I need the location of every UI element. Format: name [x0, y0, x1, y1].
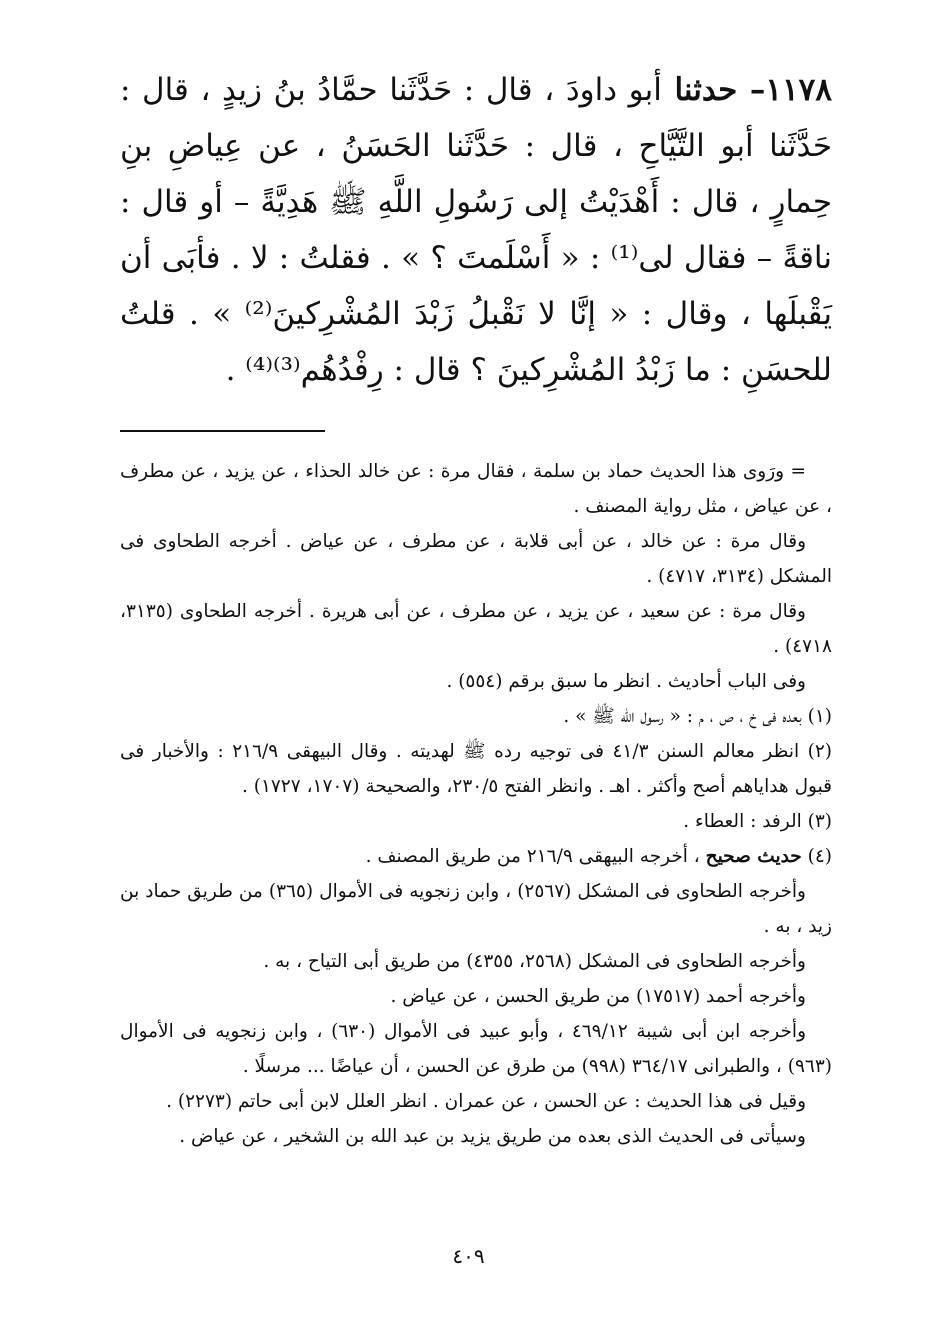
hadith-number: ١١٧٨–	[749, 72, 832, 108]
page-content	[120, 62, 832, 1154]
page-number: ٤٠٩	[452, 1244, 485, 1268]
footnote-3: (٣) الرفد : العطاء .	[683, 811, 832, 832]
footnote-1: (١) بعده فى خ ، ص ، م : « رسول الله ﷺ » .	[563, 706, 832, 727]
hadith-text	[120, 62, 832, 398]
footnote-line: وأخرجه الطحاوى فى المشكل (٢٥٦٨، ٤٣٥٥) من طريق أبى التياح ، به .	[263, 951, 806, 972]
hadith-body: أبو داودَ ، قال : حَدَّثَنا حمَّادُ بنُ زيدٍ ، قال : حَدَّثَنا أبو التَّيَّاحِ ، قال : حَدَّثَنا الحَسَنُ ، عن عِياضِ بنِ حِمارٍ ، قال : أَهْدَيْتُ إلى رَسُولِ اللَّهِ ﷺ هَدِيَّةً – أو قال : ناقةً – فقال لى⁽¹⁾ : « أَسْلَمتَ ؟ » . فقلتُ : لا . فأبَى أن يَقْبلَها ، وقال : « إنَّا لا نَقْبلُ زَبْدَ المُشْرِكينَ⁽²⁾ » . قلتُ للحسَنِ : ما زَبْدُ المُشْرِكينَ ؟ قال : رِفْدُهُم⁽³⁾⁽⁴⁾ .	[120, 72, 832, 388]
footnote-line: وأخرجه ابن أبى شيبة ٤٦٩/١٢ ، وأبو عبيد فى الأموال (٦٣٠) ، وابن زنجويه فى الأموال (٩٦٣) ، والطبرانى ٣٦٤/١٧ (٩٩٨) من طرق عن الحسن ، أن عياضًا ... مرسلًا .	[120, 1021, 832, 1077]
footnote-line: وسيأتى فى الحديث الذى بعده من طريق يزيد بن عبد الله بن الشخير ، عن عياض .	[179, 1126, 806, 1147]
footnote-line: وفى الباب أحاديث . انظر ما سبق برقم (٥٥٤) .	[446, 671, 806, 692]
footnote-4-label: (٤)	[807, 846, 832, 867]
footnote-line: = ورَوى هذا الحديث حماد بن سلمة ، فقال مرة : عن خالد الحذاء ، عن يزيد ، عن مطرف ، عن عياض ، مثل رواية المصنف .	[120, 461, 832, 517]
footnote-line: وأخرجه الطحاوى فى المشكل (٢٥٦٧) ، وابن زنجويه فى الأموال (٣٦٥) من طريق حماد بن زيد ، به .	[120, 881, 832, 937]
footnote-4-grade: حديث صحيح	[705, 846, 802, 867]
footnote-4	[120, 839, 832, 874]
footnote-line: وقيل فى هذا الحديث : عن الحسن ، عن عمران . انظر العلل لابن أبى حاتم (٢٢٧٣) .	[166, 1091, 806, 1112]
footnote-4-text: ، أخرجه البيهقى ٢١٦/٩ من طريق المصنف .	[365, 846, 700, 867]
hadith-opening: حدثنا	[674, 72, 738, 108]
footnote-line: وقال مرة : عن سعيد ، عن يزيد ، عن مطرف ، عن أبى هريرة . أخرجه الطحاوى (٣١٣٥، ٤٧١٨) .	[120, 601, 832, 657]
footnote-line: وأخرجه أحمد (١٧٥١٧) من طريق الحسن ، عن عياض .	[390, 986, 806, 1007]
footnotes	[120, 454, 832, 1154]
footnote-divider	[120, 430, 325, 432]
footnote-2: (٢) انظر معالم السنن ٤١/٣ فى توجيه رده ﷺ لهديته . وقال البيهقى ٢١٦/٩ : والأخبار فى قبول هداياهم أصح وأكثر . اهـ . وانظر الفتح ٢٣٠/٥، والصحيحة (١٧٠٧، ١٧٢٧) .	[120, 741, 832, 797]
footnote-line: وقال مرة : عن خالد ، عن أبى قلابة ، عن مطرف ، عن عياض . أخرجه الطحاوى فى المشكل (٣١٣٤، ٤٧١٧) .	[120, 531, 832, 587]
